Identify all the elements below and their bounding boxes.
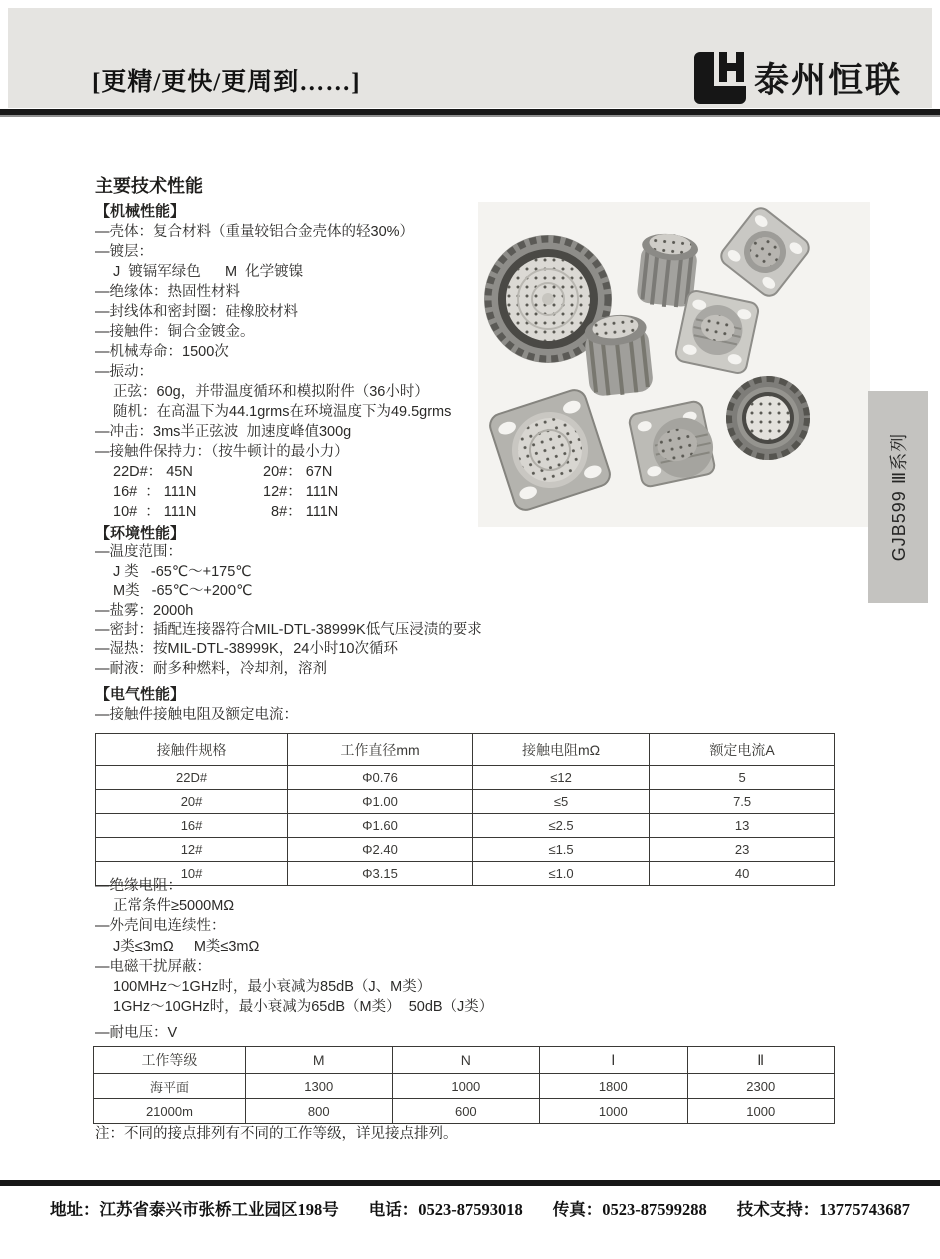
spec-line: —盐雾：2000h [95, 602, 194, 619]
retention-row [95, 462, 495, 482]
footer-support: 技术支持：13775743687 [736, 1200, 910, 1219]
footer-fax: 传真：0523-87599288 [552, 1200, 707, 1219]
spec-line: 随机：在高温下为44.1grms在环境温度下为49.5grms [113, 404, 452, 420]
table-cell: 22D# [96, 766, 288, 790]
footer-divider [0, 1180, 940, 1186]
retention-right: 8#： 111N [263, 504, 339, 520]
footer-contact-bar [50, 1196, 910, 1220]
spec-line: —密封：插配连接器符合MIL-DTL-38999K低气压浸渍的要求 [95, 622, 482, 639]
retention-left: 22D#： 45N [113, 464, 193, 480]
spec-line: —湿热：按MIL-DTL-38999K，24小时10次循环 [95, 641, 398, 658]
series-tab [868, 391, 928, 603]
section-heading-environmental: 【环境性能】 [95, 525, 186, 542]
series-tab-label: GJB599 Ⅲ系列 [889, 432, 909, 562]
table-cell: 1000 [392, 1074, 539, 1099]
header-band [8, 8, 932, 108]
table-cell: 2300 [687, 1074, 835, 1099]
connector-square-flange-small [717, 204, 812, 299]
table-row [96, 838, 835, 862]
table-row [94, 1074, 835, 1099]
lh-logo-icon [694, 52, 746, 104]
spec-line: —接触件保持力：（按牛顿计的最小力） [95, 444, 349, 460]
retention-row [95, 482, 495, 502]
spec-line: —绝缘电阻： [95, 878, 182, 894]
spec-line: —接触件接触电阻及额定电流： [95, 707, 298, 723]
table-header-row [96, 734, 835, 766]
spec-line: J 镀镉军绿色 M 化学镀镍 [113, 264, 304, 280]
table-cell: 40 [650, 862, 835, 886]
company-logo [694, 52, 902, 104]
retention-row [95, 502, 495, 522]
voltage-class-table [93, 1046, 835, 1124]
header-divider [0, 109, 940, 115]
spec-line: —绝缘体：热固性材料 [95, 284, 240, 300]
connector-square-flange-medium [674, 289, 759, 374]
table-row [94, 1099, 835, 1124]
table-cell: 20# [96, 790, 288, 814]
table-cell: 10# [96, 862, 288, 886]
spec-line: —封线体和密封圈：硅橡胶材料 [95, 304, 298, 320]
company-name: 泰州恒联 [753, 61, 902, 100]
spec-line: —壳体：复合材料（重量较铝合金壳体的轻30%） [95, 224, 415, 240]
table-cell: 1000 [687, 1099, 835, 1124]
footnote: 注：不同的接点排列有不同的工作等级，详见接点排列。 [95, 1126, 458, 1142]
connector-square-flange-large [487, 387, 613, 513]
table-header-cell: Ⅱ [687, 1047, 835, 1074]
section-heading-electrical: 【电气性能】 [95, 686, 186, 703]
table-header-cell: Ⅰ [540, 1047, 687, 1074]
table-header-cell: 额定电流A [650, 734, 835, 766]
table-cell: 5 [650, 766, 835, 790]
footer-phone: 电话：0523-87593018 [368, 1200, 523, 1219]
table-row [96, 766, 835, 790]
spec-line: 正常条件≥5000MΩ [113, 898, 235, 915]
table-cell: ≤12 [472, 766, 649, 790]
table-cell: ≤2.5 [472, 814, 649, 838]
spec-line: J类≤3mΩ M类≤3mΩ [113, 938, 260, 955]
retention-left: 16# ： 111N [113, 484, 197, 500]
table-cell: Φ1.60 [288, 814, 473, 838]
table-cell: 23 [650, 838, 835, 862]
section-heading-mechanical: 【机械性能】 [95, 203, 186, 220]
table-cell: Φ3.15 [288, 862, 473, 886]
page-title: 主要技术性能 [95, 176, 203, 196]
table-cell: 12# [96, 838, 288, 862]
table-cell: 1800 [540, 1074, 687, 1099]
table-header-cell: 工作等级 [94, 1047, 246, 1074]
table-cell: 600 [392, 1099, 539, 1124]
spec-line: 正弦：60g，并带温度循环和模拟附件（36小时） [113, 384, 429, 400]
table-cell: Φ0.76 [288, 766, 473, 790]
spec-line: —电磁干扰屏蔽： [95, 958, 211, 975]
table-header-row [94, 1047, 835, 1074]
table-row [96, 814, 835, 838]
spec-line: —振动： [95, 364, 153, 380]
table-header-cell: 接触电阻mΩ [472, 734, 649, 766]
spec-line: —耐电压：V [95, 1025, 178, 1042]
product-photo [478, 202, 870, 527]
retention-right: 20#： 67N [263, 464, 333, 480]
section-electrical-details [95, 876, 565, 1044]
spec-line: —镀层： [95, 244, 153, 260]
table-cell: ≤1.5 [472, 838, 649, 862]
spec-line: 1GHz～10GHz时，最小衰减为65dB（M类） 50dB（J类） [113, 999, 494, 1016]
spec-line: —温度范围： [95, 544, 182, 561]
connectors-illustration [478, 202, 870, 527]
spec-line: M类 -65℃～+200℃ [113, 583, 253, 600]
section-electrical [95, 684, 495, 726]
spec-line: —耐液：耐多种燃料，冷却剂，溶剂 [95, 660, 327, 677]
spec-line: —外壳间电连续性： [95, 918, 226, 935]
table-header-cell: 工作直径mm [288, 734, 473, 766]
table-header-cell: N [392, 1047, 539, 1074]
spec-line: J 类 -65℃～+175℃ [113, 563, 252, 580]
table-cell: Φ1.00 [288, 790, 473, 814]
spec-line: 100MHz～1GHz时，最小衰减为85dB（J、M类） [113, 979, 432, 996]
table-cell: 海平面 [94, 1074, 246, 1099]
table-cell: 800 [245, 1099, 392, 1124]
section-environmental [95, 524, 535, 679]
table-cell: 7.5 [650, 790, 835, 814]
section-mechanical [95, 202, 495, 522]
table-header-cell: 接触件规格 [96, 734, 288, 766]
table-row [96, 790, 835, 814]
spec-line: —接触件：铜合金镀金。 [95, 324, 255, 340]
table-cell: 1000 [540, 1099, 687, 1124]
spec-line: —冲击：3ms半正弦波 加速度峰值300g [95, 424, 352, 440]
retention-right: 12#： 111N [263, 484, 339, 500]
spec-line: —机械寿命：1500次 [95, 344, 229, 360]
table-cell: 21000m [94, 1099, 246, 1124]
table-cell: 16# [96, 814, 288, 838]
connector-round-plug-small [726, 376, 810, 460]
connector-cylindrical-plug-medium [582, 312, 654, 398]
footer-address: 地址：江苏省泰兴市张桥工业园区198号 [50, 1200, 339, 1219]
table-cell: 13 [650, 814, 835, 838]
table-cell: ≤5 [472, 790, 649, 814]
table-cell: Φ2.40 [288, 838, 473, 862]
table-cell: 1300 [245, 1074, 392, 1099]
table-cell: ≤1.0 [472, 862, 649, 886]
table-header-cell: M [245, 1047, 392, 1074]
contact-spec-table [95, 733, 835, 886]
connector-square-flange-angled [628, 399, 719, 487]
retention-left: 10# ： 111N [113, 504, 197, 520]
company-slogan: [更精/更快/更周到……] [92, 69, 361, 96]
